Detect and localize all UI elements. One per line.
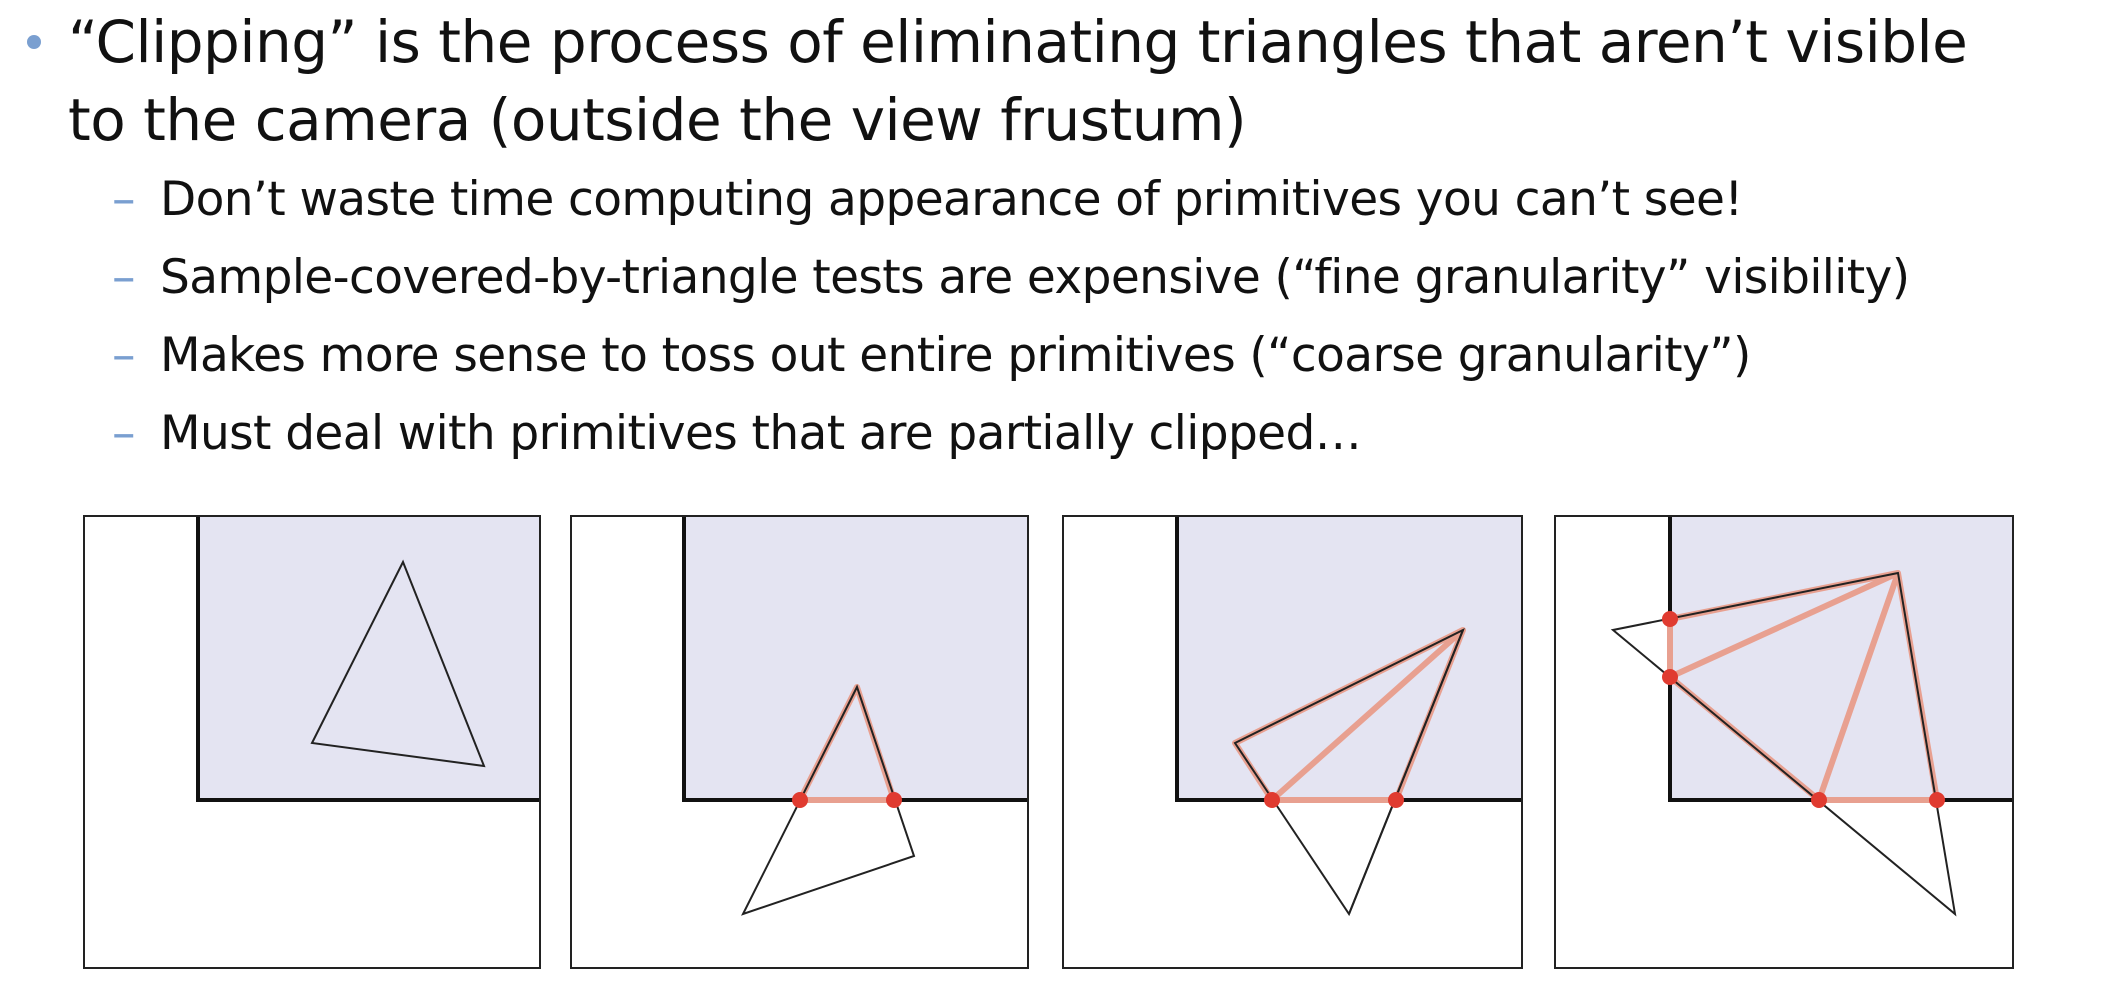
clip-point xyxy=(886,792,902,808)
dash-icon: – xyxy=(112,250,136,305)
clip-point xyxy=(1929,792,1945,808)
clip-point xyxy=(1264,792,1280,808)
panel-2 xyxy=(571,516,1028,968)
frustum-region xyxy=(1670,516,2013,800)
clip-point xyxy=(1662,669,1678,685)
dash-icon: – xyxy=(112,406,136,461)
panel-4 xyxy=(1555,516,2013,968)
panel-1 xyxy=(84,516,540,968)
slide-text xyxy=(0,0,2124,480)
clip-point xyxy=(1388,792,1404,808)
dash-icon: – xyxy=(112,328,136,383)
clip-point xyxy=(792,792,808,808)
clip-point xyxy=(1811,792,1827,808)
dash-icon: – xyxy=(112,172,136,227)
main-bullet-line-2: to the camera (outside the view frustum) xyxy=(68,86,1247,154)
bullet-dot-icon xyxy=(27,35,41,49)
frustum-region xyxy=(1177,516,1522,800)
clipping-diagrams xyxy=(0,480,2124,1002)
sub-bullet-text: Makes more sense to toss out entire primitives (“coarse granularity”) xyxy=(160,328,1751,383)
clip-point xyxy=(1662,611,1678,627)
panel-3 xyxy=(1063,516,1522,968)
frustum-region xyxy=(684,516,1028,800)
sub-bullet-text: Don’t waste time computing appearance of primitives you can’t see! xyxy=(160,172,1743,227)
main-bullet-line-1: “Clipping” is the process of eliminating triangles that aren’t visible xyxy=(68,8,1968,76)
sub-bullet-text: Must deal with primitives that are partially clipped… xyxy=(160,406,1362,461)
frustum-region xyxy=(198,516,540,800)
sub-bullet-text: Sample-covered-by-triangle tests are expensive (“fine granularity” visibility) xyxy=(160,250,1910,305)
